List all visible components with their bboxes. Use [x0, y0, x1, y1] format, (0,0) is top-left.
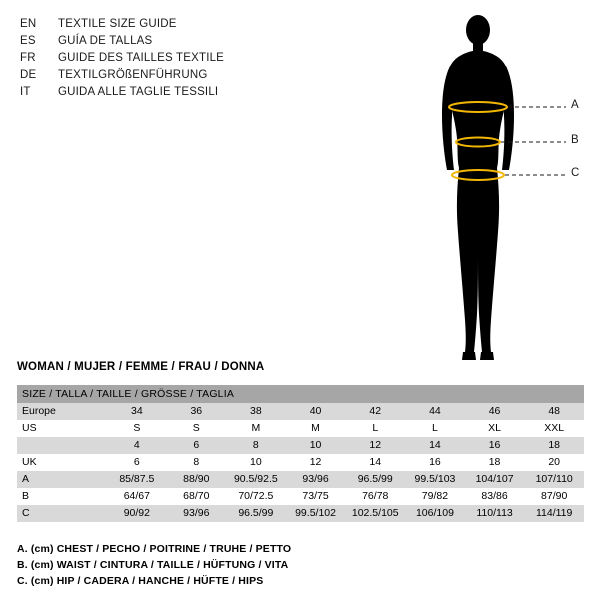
table-cell: 73/75: [286, 488, 346, 505]
table-cell: 88/90: [167, 471, 226, 488]
table-cell: 90.5/92.5: [226, 471, 286, 488]
language-code: ES: [20, 35, 36, 47]
row-label: [17, 437, 107, 454]
language-row: [20, 33, 320, 50]
language-header-block: [20, 16, 320, 101]
language-row: [20, 67, 320, 84]
table-cell: S: [107, 420, 167, 437]
table-cell: L: [405, 420, 465, 437]
table-cell: 18: [524, 437, 584, 454]
table-cell: 114/119: [524, 505, 584, 522]
table-cell: 16: [465, 437, 525, 454]
table-cell: 16: [405, 454, 465, 471]
language-row: [20, 84, 320, 101]
row-label: Europe: [17, 403, 107, 420]
table-cell: 96.5/99: [226, 505, 286, 522]
language-title: GUIDA ALLE TAGLIE TESSILI: [58, 86, 219, 98]
note-a: A. (cm) CHEST / PECHO / POITRINE / TRUHE / PETTO: [17, 543, 292, 555]
table-cell: 90/92: [107, 505, 167, 522]
table-cell: M: [286, 420, 346, 437]
table-cell: 14: [345, 454, 405, 471]
language-code: EN: [20, 18, 37, 30]
row-label: B: [17, 488, 107, 505]
language-code: IT: [20, 86, 31, 98]
table-cell: 93/96: [167, 505, 226, 522]
table-cell: 8: [167, 454, 226, 471]
note-c: C. (cm) HIP / CADERA / HANCHE / HÜFTE / HIPS: [17, 575, 264, 587]
table-cell: 18: [465, 454, 525, 471]
language-title: GUIDE DES TAILLES TEXTILE: [58, 52, 225, 64]
table-row: [17, 420, 584, 437]
table-cell: 106/109: [405, 505, 465, 522]
table-cell: 14: [405, 437, 465, 454]
measure-label-c: C: [571, 167, 580, 179]
table-header-label: SIZE / TALLA / TAILLE / GRÖSSE / TAGLIA: [17, 385, 584, 403]
table-cell: 20: [524, 454, 584, 471]
table-row: [17, 403, 584, 420]
table-cell: XL: [465, 420, 525, 437]
table-row: [17, 505, 584, 522]
row-label: C: [17, 505, 107, 522]
table-cell: 83/86: [465, 488, 525, 505]
body-shape: [442, 15, 514, 360]
language-row: [20, 16, 320, 33]
table-cell: 6: [167, 437, 226, 454]
table-cell: 46: [465, 403, 525, 420]
size-table: [17, 385, 584, 522]
table-cell: 6: [107, 454, 167, 471]
table-cell: XXL: [524, 420, 584, 437]
language-code: FR: [20, 52, 36, 64]
table-cell: 48: [524, 403, 584, 420]
table-cell: 107/110: [524, 471, 584, 488]
table-cell: 70/72.5: [226, 488, 286, 505]
table-cell: 96.5/99: [345, 471, 405, 488]
table-cell: 87/90: [524, 488, 584, 505]
table-cell: 44: [405, 403, 465, 420]
table-cell: 93/96: [286, 471, 346, 488]
table-cell: 4: [107, 437, 167, 454]
table-cell: 64/67: [107, 488, 167, 505]
woman-section-title: WOMAN / MUJER / FEMME / FRAU / DONNA: [17, 361, 265, 373]
measure-label-b: B: [571, 134, 579, 146]
table-row: [17, 437, 584, 454]
row-label: A: [17, 471, 107, 488]
table-cell: 10: [226, 454, 286, 471]
female-silhouette-figure: [430, 8, 590, 368]
table-cell: 12: [345, 437, 405, 454]
table-cell: 34: [107, 403, 167, 420]
row-label: UK: [17, 454, 107, 471]
table-cell: 99.5/102: [286, 505, 346, 522]
table-cell: 76/78: [345, 488, 405, 505]
language-code: DE: [20, 69, 37, 81]
table-cell: 40: [286, 403, 346, 420]
table-cell: 85/87.5: [107, 471, 167, 488]
language-title: GUÍA DE TALLAS: [58, 35, 153, 47]
table-cell: 36: [167, 403, 226, 420]
table-cell: S: [167, 420, 226, 437]
table-cell: 12: [286, 454, 346, 471]
measurement-notes: [17, 541, 291, 589]
table-cell: 110/113: [465, 505, 525, 522]
language-title: TEXTILGRÖßENFÜHRUNG: [58, 69, 208, 81]
table-cell: 102.5/105: [345, 505, 405, 522]
table-cell: 79/82: [405, 488, 465, 505]
measure-label-a: A: [571, 99, 579, 111]
table-cell: M: [226, 420, 286, 437]
table-header-row: [17, 385, 584, 403]
row-label: US: [17, 420, 107, 437]
silhouette-svg: [430, 8, 590, 368]
table-row: [17, 471, 584, 488]
language-title: TEXTILE SIZE GUIDE: [58, 18, 177, 30]
table-cell: L: [345, 420, 405, 437]
table-row: [17, 488, 584, 505]
table-cell: 68/70: [167, 488, 226, 505]
table-row: [17, 454, 584, 471]
language-row: [20, 50, 320, 67]
table-cell: 8: [226, 437, 286, 454]
table-cell: 42: [345, 403, 405, 420]
table-cell: 99.5/103: [405, 471, 465, 488]
note-b: B. (cm) WAIST / CINTURA / TAILLE / HÜFTUNG / VITA: [17, 559, 289, 571]
table-cell: 10: [286, 437, 346, 454]
table-cell: 104/107: [465, 471, 525, 488]
table-cell: 38: [226, 403, 286, 420]
